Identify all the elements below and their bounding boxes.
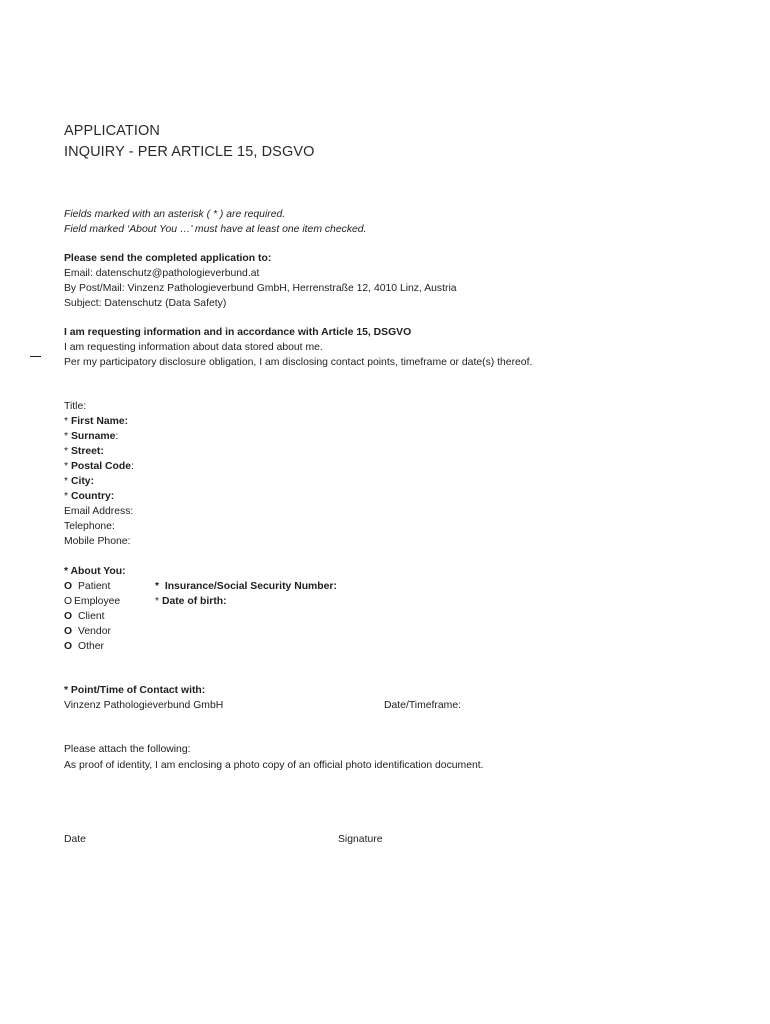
date-of-birth-field-label: * Date of birth: <box>155 596 227 607</box>
about-you-option-vendor[interactable] <box>64 624 111 639</box>
contact-heading: * Point/Time of Contact with: <box>64 685 206 696</box>
first-name-label-text: First Name: <box>70 416 129 427</box>
country-label-text: Country: <box>70 491 115 502</box>
date-signature-label: Date <box>64 834 86 845</box>
about-you-option-other[interactable] <box>64 639 104 654</box>
mobile-field-label: Mobile Phone: <box>64 536 131 547</box>
street-label-text: Street: <box>70 446 104 457</box>
country-field-label: * Country: <box>64 491 115 502</box>
postal-code-label-text: Postal Code <box>70 461 131 472</box>
option-label: Patient <box>78 581 111 592</box>
title-field-label: Title: <box>64 401 87 412</box>
request-line-1: I am requesting information about data stored about me. <box>64 342 323 353</box>
option-label: Employee <box>74 596 121 607</box>
dob-label-text: Date of birth: <box>161 596 227 607</box>
radio-circle-icon: O <box>64 626 73 637</box>
about-you-note: Field marked ‘About You …’ must have at least one item checked. <box>64 224 367 235</box>
form-title: APPLICATION <box>64 123 160 139</box>
city-label-text: City: <box>70 476 95 487</box>
telephone-field-label: Telephone: <box>64 521 115 532</box>
date-timeframe-field-label: Date/Timeframe: <box>384 700 461 711</box>
margin-dash <box>30 356 41 357</box>
attach-identity-note: As proof of identity, I am enclosing a photo copy of an official photo identification document. <box>64 760 484 771</box>
city-field-label: * City: <box>64 476 95 487</box>
send-to-email: Email: datenschutz@pathologieverbund.at <box>64 268 260 279</box>
radio-circle-icon: O <box>64 596 73 607</box>
option-label: Vendor <box>78 626 111 637</box>
insurance-label-text: Insurance/Social Security Number: <box>164 581 337 592</box>
radio-circle-icon: O <box>64 581 73 592</box>
postal-code-field-label: * Postal Code: <box>64 461 134 472</box>
surname-label-text: Surname <box>70 431 116 442</box>
attach-heading: Please attach the following: <box>64 744 191 755</box>
send-to-subject: Subject: Datenschutz (Data Safety) <box>64 298 227 309</box>
required-fields-note: Fields marked with an asterisk ( * ) are required. <box>64 209 286 220</box>
radio-circle-icon: O <box>64 641 73 652</box>
send-to-post: By Post/Mail: Vinzenz Pathologieverbund GmbH, Herrenstraße 12, 4010 Linz, Austria <box>64 283 457 294</box>
option-label: Other <box>78 641 104 652</box>
send-to-heading: Please send the completed application to: <box>64 253 272 264</box>
about-you-heading: * About You: <box>64 566 126 577</box>
request-heading: I am requesting information and in accordance with Article 15, DSGVO <box>64 327 412 338</box>
insurance-number-field-label: * Insurance/Social Security Number: <box>155 581 337 592</box>
about-you-option-employee[interactable] <box>64 594 120 609</box>
email-field-label: Email Address: <box>64 506 134 517</box>
first-name-field-label: * First Name: <box>64 416 129 427</box>
about-you-option-patient[interactable] <box>64 579 110 594</box>
radio-circle-icon: O <box>64 611 73 622</box>
contact-organization: Vinzenz Pathologieverbund GmbH <box>64 700 224 711</box>
option-label: Client <box>78 611 105 622</box>
signature-label: Signature <box>338 834 383 845</box>
about-you-option-client[interactable] <box>64 609 105 624</box>
form-subtitle: INQUIRY - PER ARTICLE 15, DSGVO <box>64 144 315 160</box>
request-line-2: Per my participatory disclosure obligation, I am disclosing contact points, timeframe or date(s) thereof. <box>64 357 533 368</box>
street-field-label: * Street: <box>64 446 104 457</box>
surname-field-label: * Surname: <box>64 431 119 442</box>
